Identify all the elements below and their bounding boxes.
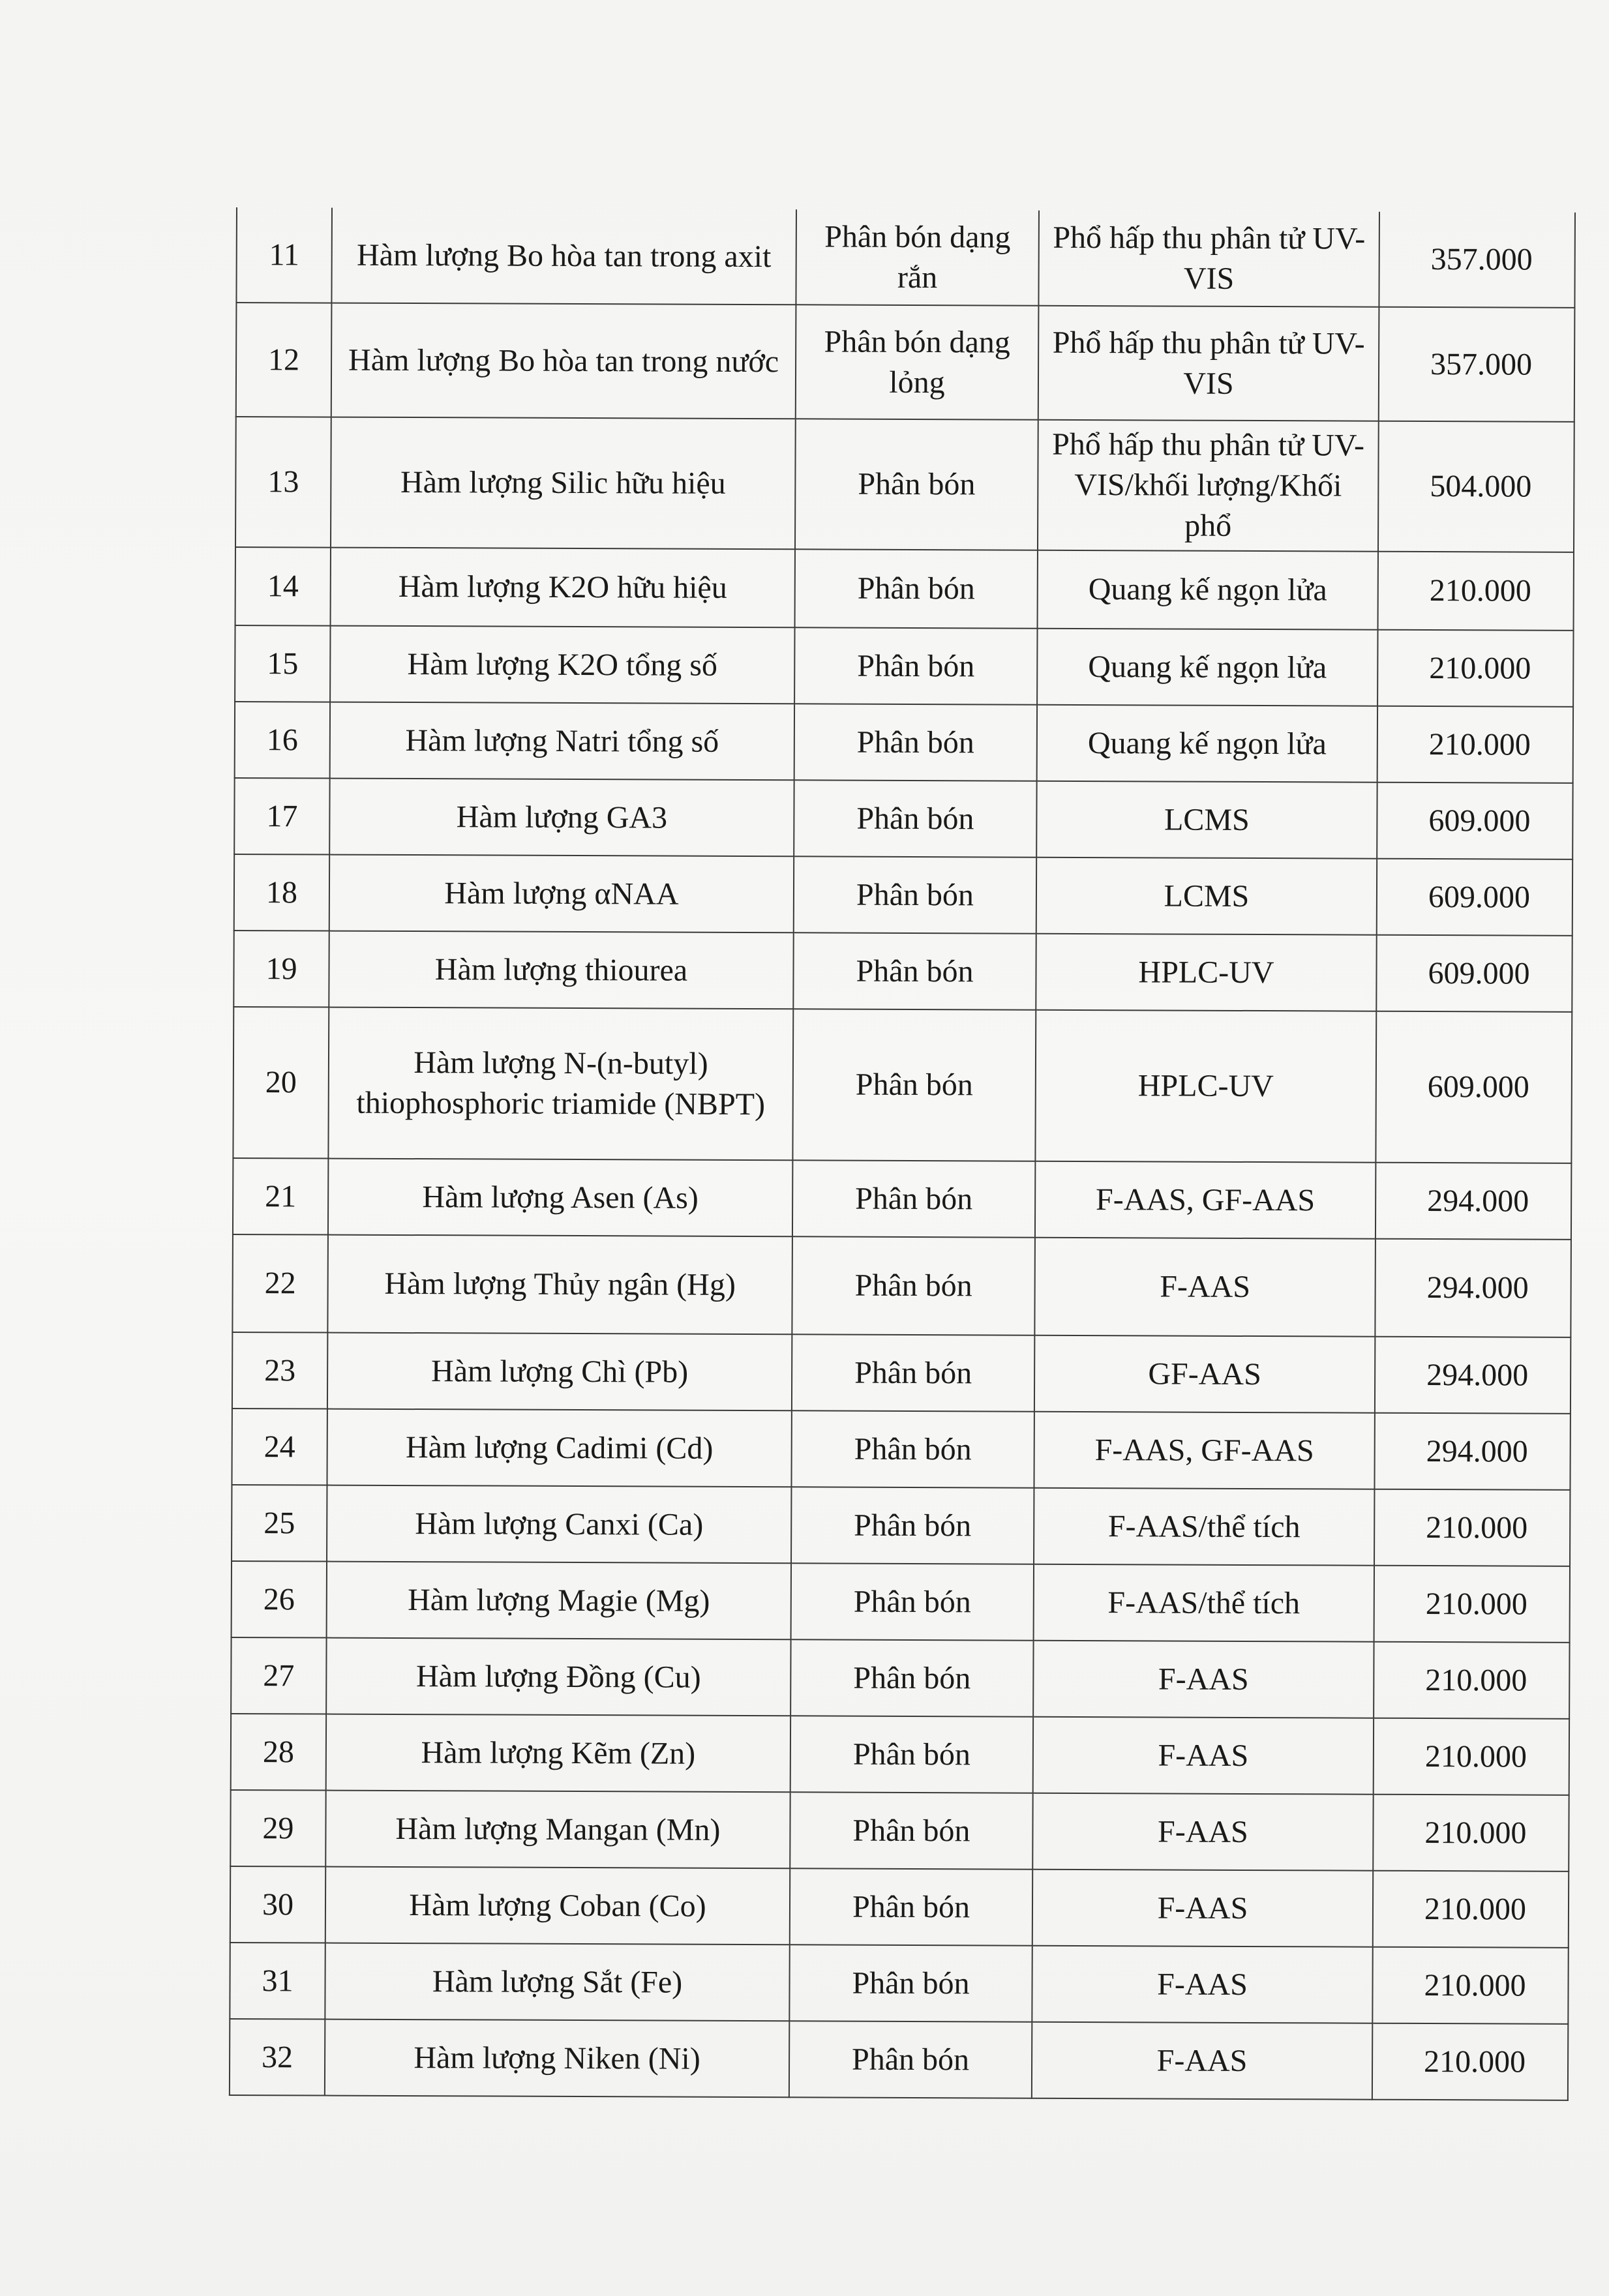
cell-chi-tieu: Hàm lượng Chì (Pb)	[327, 1333, 792, 1411]
cell-nen-mau: Phân bón	[791, 1410, 1034, 1487]
cell-chi-tieu: Hàm lượng Bo hòa tan trong nước	[331, 303, 796, 419]
cell-gia: 210.000	[1373, 1795, 1569, 1871]
cell-nen-mau: Phân bón	[794, 780, 1036, 857]
cell-nen-mau: Phân bón	[790, 1716, 1033, 1793]
cell-nen-mau: Phân bón	[791, 1563, 1034, 1640]
cell-nen-mau: Phân bón	[792, 1009, 1036, 1161]
cell-nen-mau: Phân bón	[795, 419, 1038, 550]
cell-chi-tieu: Hàm lượng Natri tổng số	[330, 702, 794, 781]
table-row	[235, 417, 1574, 552]
table-row	[235, 702, 1573, 783]
cell-chi-tieu: Hàm lượng Bo hòa tan trong axit	[331, 208, 796, 305]
cell-gia: 210.000	[1374, 1642, 1569, 1719]
cell-nen-mau: Phân bón	[791, 1487, 1034, 1564]
cell-phuong-phap: F-AAS	[1033, 1641, 1374, 1718]
table-row	[230, 1866, 1569, 1948]
cell-phuong-phap: LCMS	[1036, 781, 1377, 859]
cell-gia: 210.000	[1372, 1947, 1568, 2024]
table-row	[235, 625, 1573, 707]
cell-chi-tieu: Hàm lượng K2O tổng số	[330, 626, 794, 704]
cell-nen-mau: Phân bón	[790, 1792, 1032, 1869]
cell-phuong-phap: F-AAS	[1033, 1717, 1374, 1795]
cell-gia: 210.000	[1377, 630, 1573, 707]
cell-gia: 294.000	[1376, 1163, 1571, 1240]
cell-gia: 609.000	[1376, 935, 1572, 1012]
table-row	[230, 1790, 1569, 1871]
cell-gia: 609.000	[1377, 783, 1572, 859]
cell-phuong-phap: Phổ hấp thu phân tử UV-VIS	[1038, 306, 1379, 421]
cell-phuong-phap: HPLC-UV	[1035, 1010, 1376, 1163]
cell-nen-mau: Phân bón	[793, 932, 1036, 1009]
table-row	[232, 1332, 1571, 1414]
cell-chi-tieu: Hàm lượng Sắt (Fe)	[325, 1943, 789, 2021]
cell-chi-tieu: Hàm lượng αNAA	[329, 855, 794, 933]
cell-gia: 210.000	[1374, 1718, 1569, 1795]
table-row	[236, 303, 1575, 422]
cell-chi-tieu: Hàm lượng Niken (Ni)	[325, 2020, 789, 2098]
table-row	[234, 778, 1572, 859]
cell-stt: 13	[235, 417, 331, 548]
table-row	[233, 1007, 1572, 1163]
cell-stt: 15	[235, 625, 330, 702]
cell-stt: 16	[235, 702, 330, 779]
cell-gia: 210.000	[1374, 1489, 1570, 1566]
cell-chi-tieu: Hàm lượng thiourea	[329, 931, 793, 1009]
cell-nen-mau: Phân bón dạng rắn	[796, 209, 1039, 305]
cell-phuong-phap: GF-AAS	[1034, 1335, 1375, 1413]
cell-gia: 504.000	[1378, 421, 1574, 552]
cell-phuong-phap: Quang kế ngọn lửa	[1037, 629, 1377, 706]
cell-nen-mau: Phân bón	[790, 1639, 1033, 1716]
cell-chi-tieu: Hàm lượng Kẽm (Zn)	[326, 1714, 790, 1793]
cell-nen-mau: Phân bón	[789, 2021, 1032, 2098]
cell-gia: 294.000	[1374, 1413, 1570, 1490]
cell-nen-mau: Phân bón	[794, 704, 1037, 781]
cell-chi-tieu: Hàm lượng Canxi (Ca)	[327, 1485, 791, 1564]
table-row	[232, 1409, 1570, 1490]
cell-stt: 28	[231, 1714, 326, 1791]
cell-phuong-phap: Phổ hấp thu phân tử UV-VIS	[1038, 211, 1379, 307]
cell-chi-tieu: Hàm lượng K2O hữu hiệu	[331, 548, 795, 628]
cell-phuong-phap: F-AAS/thể tích	[1034, 1564, 1374, 1642]
table-row	[232, 1561, 1570, 1643]
cell-stt: 30	[230, 1866, 325, 1943]
cell-chi-tieu: Hàm lượng N-(n-butyl) thiophosphoric triamide (NBPT)	[328, 1007, 793, 1161]
cell-stt: 25	[232, 1485, 327, 1562]
cell-gia: 357.000	[1379, 212, 1575, 308]
cell-nen-mau: Phân bón	[794, 856, 1036, 933]
cell-phuong-phap: F-AAS	[1032, 1793, 1373, 1871]
cell-nen-mau: Phân bón	[794, 627, 1037, 704]
cell-chi-tieu: Hàm lượng Coban (Co)	[325, 1867, 790, 1945]
cell-chi-tieu: Hàm lượng Cadimi (Cd)	[327, 1409, 791, 1487]
table-row	[231, 1714, 1569, 1795]
cell-stt: 14	[235, 547, 331, 626]
cell-chi-tieu: Hàm lượng Thủy ngân (Hg)	[327, 1235, 792, 1335]
table-row	[234, 854, 1572, 936]
cell-gia: 210.000	[1378, 552, 1574, 631]
table-row	[230, 1943, 1568, 2024]
cell-stt: 27	[231, 1637, 326, 1714]
table-row	[232, 1234, 1571, 1337]
cell-chi-tieu: Hàm lượng Asen (As)	[328, 1159, 792, 1237]
cell-phuong-phap: F-AAS	[1032, 1870, 1373, 1947]
cell-gia: 210.000	[1373, 1871, 1569, 1948]
cell-stt: 11	[236, 207, 332, 303]
cell-phuong-phap: Phổ hấp thu phân tử UV-VIS/khối lượng/Khối phổ	[1038, 420, 1379, 552]
table-row	[236, 207, 1575, 308]
cell-chi-tieu: Hàm lượng Mangan (Mn)	[325, 1791, 790, 1869]
cell-stt: 21	[233, 1158, 328, 1235]
fee-table-body	[230, 207, 1575, 2100]
table-row	[233, 931, 1572, 1012]
table-row	[233, 1158, 1571, 1240]
cell-gia: 609.000	[1377, 859, 1572, 936]
cell-phuong-phap: F-AAS	[1032, 2022, 1372, 2100]
cell-gia: 357.000	[1379, 307, 1575, 422]
cell-gia: 294.000	[1375, 1337, 1571, 1414]
cell-nen-mau: Phân bón	[792, 1160, 1035, 1237]
cell-nen-mau: Phân bón	[795, 549, 1038, 628]
cell-phuong-phap: Quang kế ngọn lửa	[1037, 705, 1377, 783]
table-row	[231, 1637, 1569, 1719]
cell-nen-mau: Phân bón	[792, 1334, 1034, 1411]
cell-stt: 29	[230, 1790, 325, 1867]
cell-stt: 19	[233, 931, 329, 1007]
cell-phuong-phap: Quang kế ngọn lửa	[1038, 550, 1378, 630]
cell-gia: 210.000	[1377, 706, 1573, 783]
cell-stt: 18	[234, 854, 329, 931]
cell-chi-tieu: Hàm lượng GA3	[329, 779, 794, 857]
cell-phuong-phap: F-AAS	[1032, 1946, 1372, 2023]
cell-phuong-phap: F-AAS	[1034, 1238, 1376, 1337]
cell-phuong-phap: HPLC-UV	[1036, 934, 1376, 1011]
cell-stt: 26	[232, 1561, 327, 1638]
cell-stt: 31	[230, 1943, 325, 2020]
cell-chi-tieu: Hàm lượng Magie (Mg)	[327, 1562, 791, 1640]
cell-nen-mau: Phân bón	[789, 1945, 1032, 2021]
table-row	[235, 547, 1574, 631]
cell-stt: 32	[230, 2019, 325, 2096]
cell-nen-mau: Phân bón	[790, 1868, 1032, 1945]
cell-chi-tieu: Hàm lượng Đồng (Cu)	[326, 1638, 790, 1716]
table-row	[230, 2019, 1568, 2100]
cell-nen-mau: Phân bón	[792, 1236, 1035, 1335]
cell-gia: 210.000	[1374, 1566, 1570, 1643]
cell-phuong-phap: F-AAS, GF-AAS	[1034, 1412, 1374, 1489]
table-row	[232, 1485, 1570, 1566]
cell-chi-tieu: Hàm lượng Silic hữu hiệu	[331, 417, 796, 550]
cell-gia: 210.000	[1372, 2023, 1568, 2100]
fee-table	[229, 207, 1576, 2101]
cell-nen-mau: Phân bón dạng lỏng	[796, 305, 1039, 419]
cell-stt: 12	[236, 303, 332, 417]
cell-stt: 22	[232, 1234, 328, 1333]
cell-phuong-phap: F-AAS, GF-AAS	[1035, 1161, 1376, 1239]
cell-stt: 23	[232, 1332, 327, 1409]
cell-phuong-phap: LCMS	[1036, 857, 1377, 935]
cell-phuong-phap: F-AAS/thể tích	[1034, 1488, 1374, 1566]
cell-stt: 24	[232, 1409, 327, 1485]
cell-gia: 609.000	[1376, 1011, 1572, 1163]
cell-gia: 294.000	[1375, 1239, 1571, 1337]
cell-stt: 17	[234, 778, 329, 855]
cell-stt: 20	[233, 1007, 329, 1159]
